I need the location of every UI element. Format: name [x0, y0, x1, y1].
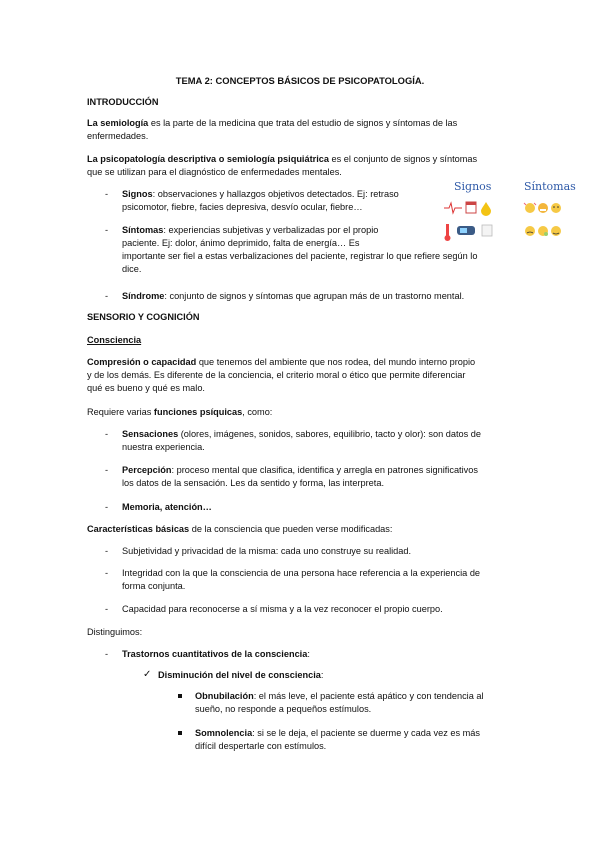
sick-face-icon — [538, 203, 548, 213]
dizzy-face-icon — [524, 203, 536, 213]
subheading-consciencia: Consciencia — [87, 335, 142, 345]
sad-face-icon — [551, 203, 561, 213]
item-capacidad: Capacidad para reconocerse a sí misma y a la vez reconocer el propio cuerpo. — [122, 604, 443, 614]
signos-sintomas-figure — [440, 178, 576, 246]
dash-bullet: - — [105, 429, 109, 439]
square-bullet-icon — [178, 694, 182, 698]
heartbeat-icon — [444, 203, 462, 213]
dash-bullet: - — [105, 502, 109, 512]
item-memoria: Memoria, atención… — [122, 502, 212, 512]
square-bullet-icon — [178, 731, 182, 735]
thermometer-icon — [445, 224, 451, 241]
drop-icon — [481, 202, 491, 216]
item-obnubilacion: Obnubilación: el más leve, el paciente está apático y con tendencia al sueño, no responde a pequeños estímulos. — [195, 691, 484, 714]
paragraph-caracteristicas: Características básicas de la consciencia que pueden verse modificadas: — [87, 524, 393, 534]
item-subjetividad: Subjetividad y privacidad de la misma: cada uno construye su realidad. — [122, 546, 412, 556]
item-sindrome: Síndrome: conjunto de signos y síntomas que agrupan más de un trastorno mental. — [122, 291, 465, 301]
item-trastornos-cuantitativos: Trastornos cuantitativos de la consciencia: — [122, 649, 310, 659]
nauseous-face-icon — [538, 226, 548, 236]
item-integridad: Integridad con la que la consciencia de una persona hace referencia a la experiencia de forma conjunta. — [122, 568, 481, 591]
item-somnolencia: Somnolencia: si se le deja, el paciente se duerme y cada vez es más difícil despertarle con estímulos. — [195, 728, 480, 751]
dash-bullet: - — [105, 568, 109, 578]
paragraph-psicopatologia: La psicopatología descriptiva o semiología psiquiátrica es el conjunto de signos y síntomas que se utilizan para el diagnóstico de enfermedades mentales. — [87, 154, 478, 177]
figure-label-signos: Signos — [454, 180, 492, 193]
item-sensaciones: Sensaciones (olores, imágenes, sonidos, sabores, equilibrio, tacto y olor): son datos de nuestra experiencia. — [122, 429, 482, 452]
heading-sensorio: SENSORIO Y COGNICIÓN — [87, 312, 200, 322]
page-title: TEMA 2: CONCEPTOS BÁSICOS DE PSICOPATOLOGÍA. — [175, 75, 425, 86]
crying-face-icon — [525, 226, 535, 236]
dash-bullet: - — [105, 225, 109, 235]
item-sintomas: Síntomas: experiencias subjetivas y verbalizadas por el propio paciente. Ej: dolor, ánimo deprimido, falta de energía… Es importante ser fiel a estas verbalizaciones del paciente, registrar lo que refiere según lo dice. — [122, 225, 478, 274]
pained-face-icon — [551, 226, 561, 236]
heading-introduccion: INTRODUCCIÓN — [87, 97, 159, 107]
figure-icons — [442, 200, 562, 244]
checkmark-icon: ✓ — [143, 669, 152, 680]
dash-bullet: - — [105, 291, 109, 301]
calendar-icon — [466, 202, 476, 213]
paragraph-requiere: Requiere varias funciones psíquicas, como: — [87, 407, 273, 417]
item-signos: Signos: observaciones y hallazgos objetivos detectados. Ej: retraso psicomotor, fiebre, facies depresiva, desvío ocular, fiebre… — [122, 189, 399, 212]
paragraph-comprension: Compresión o capacidad que tenemos del ambiente que nos rodea, del mundo interno propio y de los demás. Es diferente de la conciencia, el criterio moral o ético que permite diferenciar qué es bueno y qué es malo. — [87, 357, 476, 393]
dash-bullet: - — [105, 189, 109, 199]
dash-bullet: - — [105, 649, 109, 659]
dash-bullet: - — [105, 465, 109, 475]
dash-bullet: - — [105, 604, 109, 614]
dash-bullet: - — [105, 546, 109, 556]
paragraph-distinguimos: Distinguimos: — [87, 627, 143, 637]
item-disminucion: Disminución del nivel de consciencia: — [158, 670, 324, 680]
figure-label-sintomas: Síntomas — [524, 180, 576, 193]
item-percepcion: Percepción: proceso mental que clasifica, identifica y arregla en patrones significativos los datos de la sensación. Les da sentido y forma, las interpreta. — [122, 465, 478, 488]
pulse-oximeter-icon — [457, 226, 475, 235]
paragraph-semiologia: La semiología es la parte de la medicina que trata del estudio de signos y síntomas de las enfermedades. — [87, 118, 458, 141]
note-icon — [482, 225, 492, 236]
